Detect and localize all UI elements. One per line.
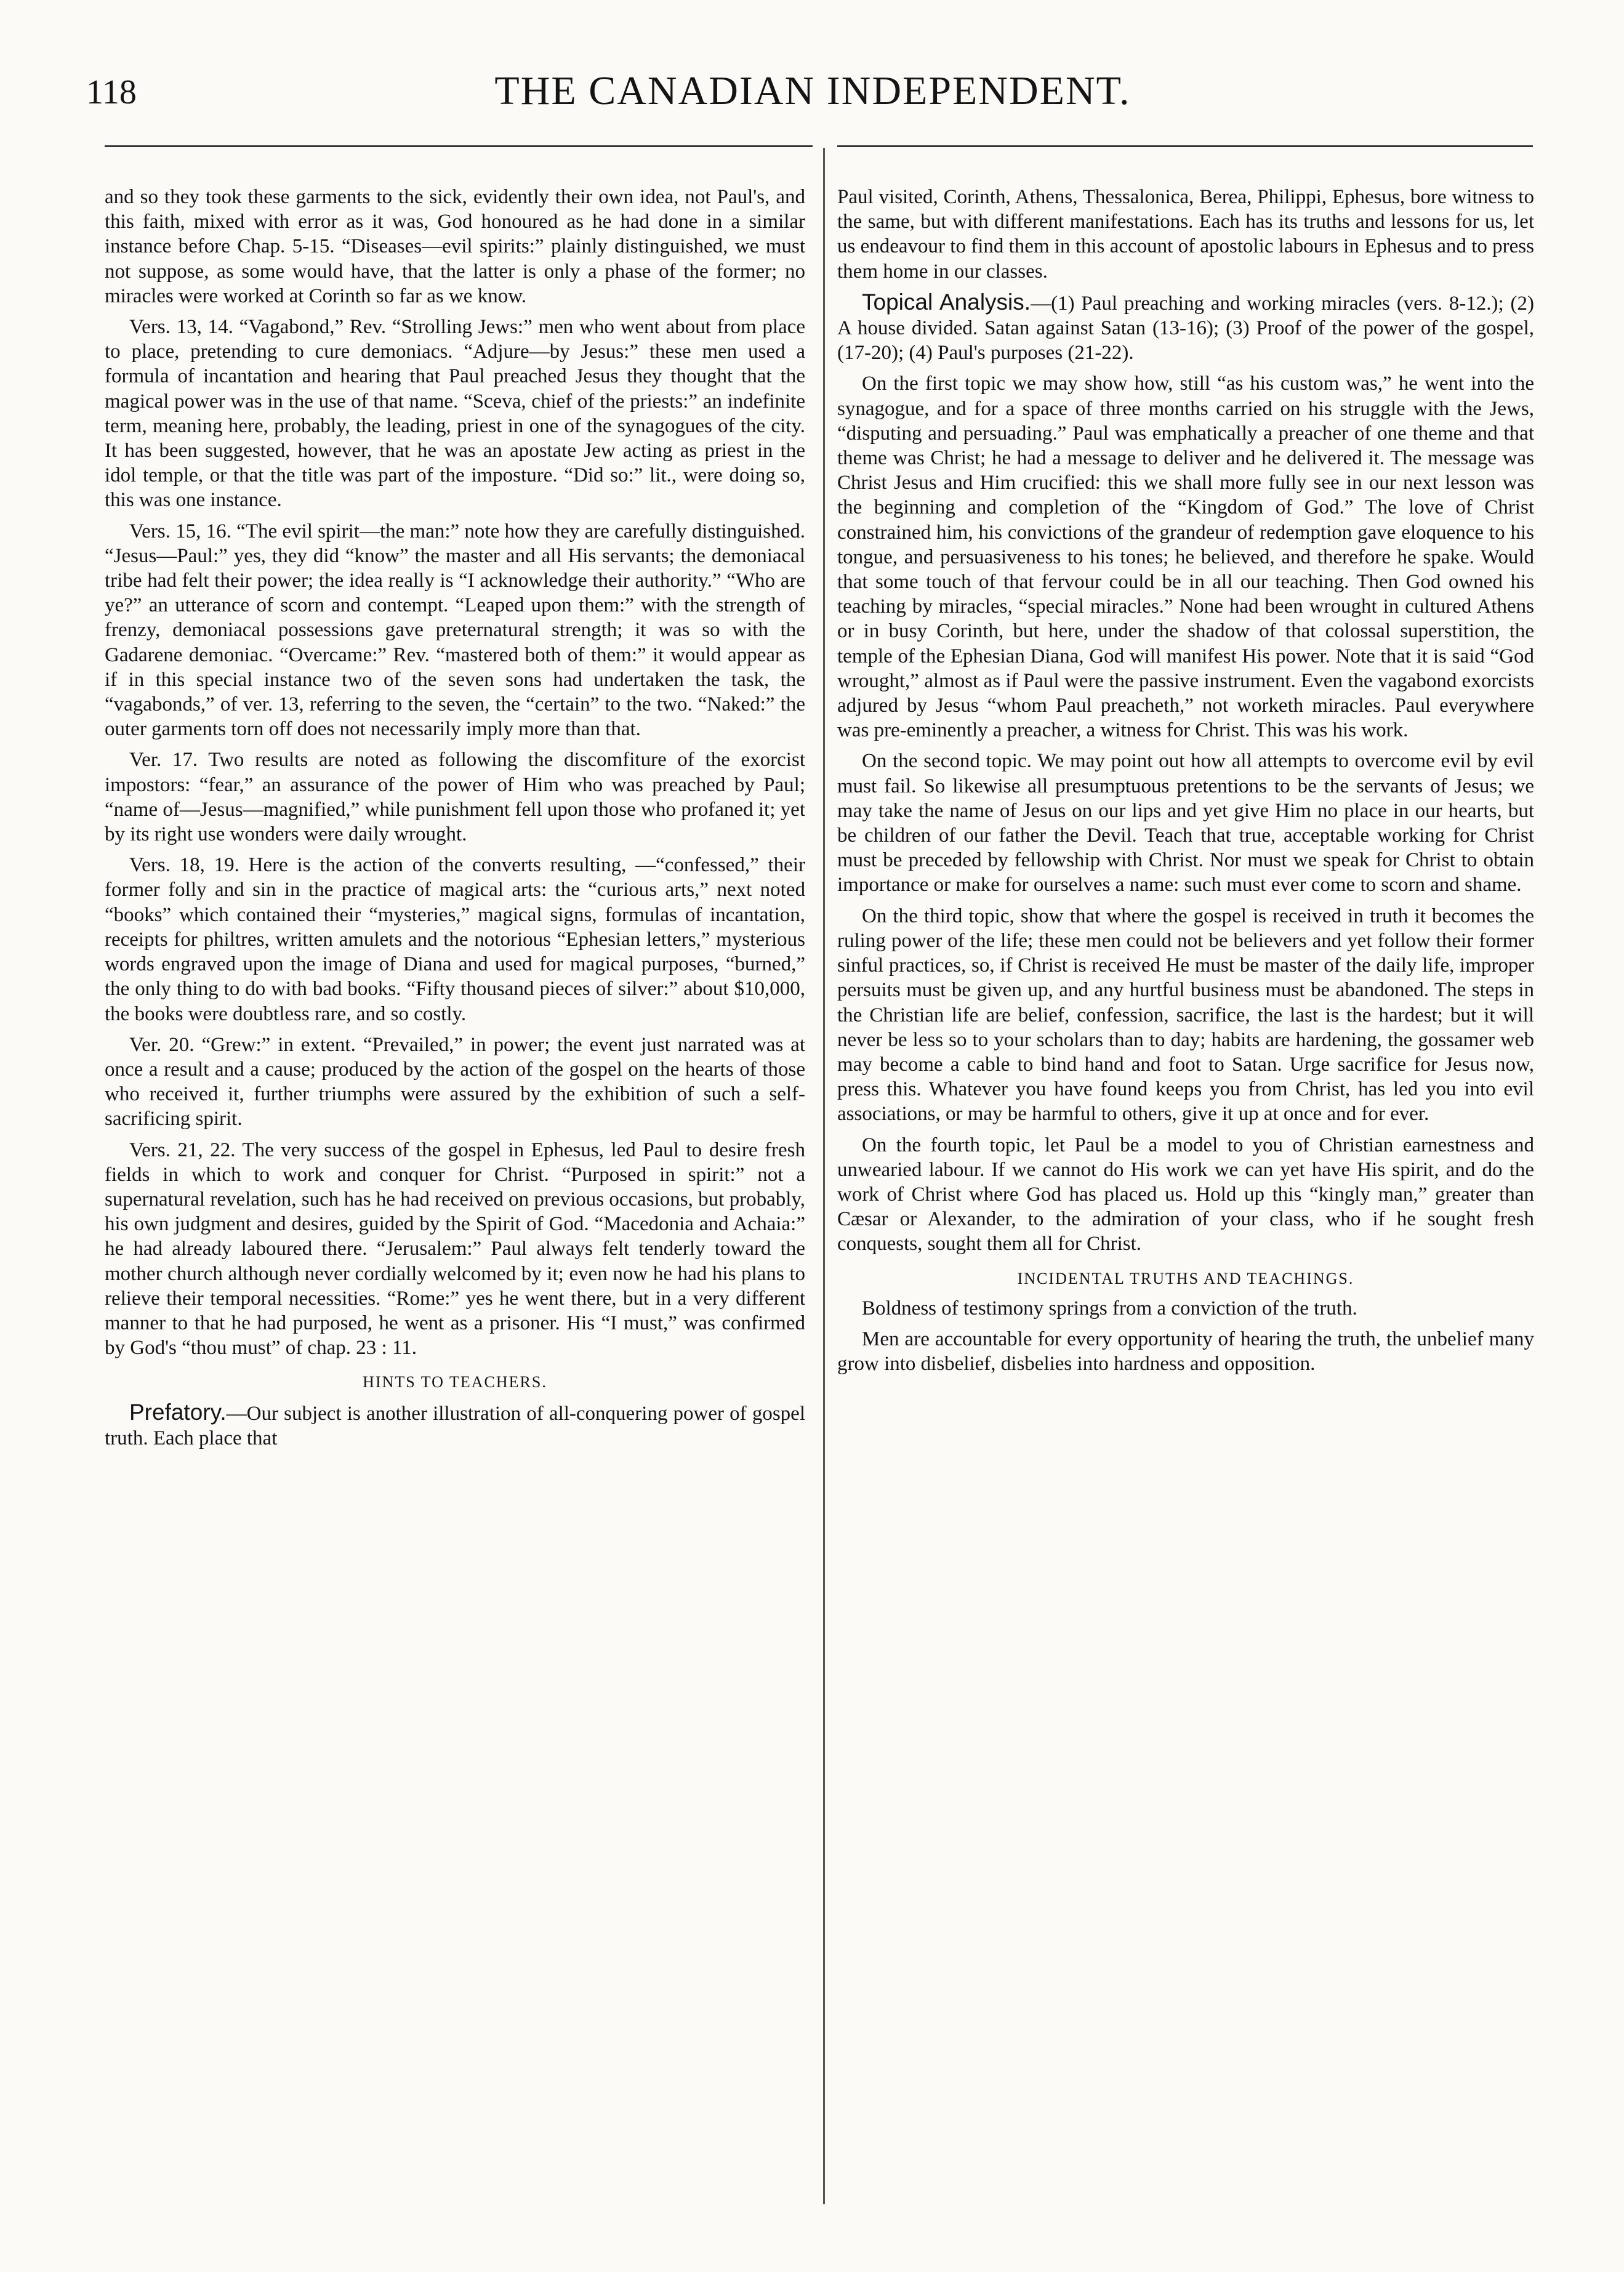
second-topic-paragraph: On the second topic. We may point out how all attempts to overcome evil by evil must fail. So likewise all presumptuous pretentions to be the servants of Jesus; we may take the name of Jesus on our lips and yet give Him no place in our hearts, but be children of our father the Devil. Teach that true, acceptable working for Christ must be preceded by fellowship with Christ. Nor must we speak for Christ to obtain importance or make for ourselves a name: such must ever come to scorn and shame. <box>837 750 1534 896</box>
left-paragraph: Ver. 20. “Grew:” in extent. “Prevailed,” in power; the event just narrated was at once a result and a cause; produced by the action of the gospel on the hearts of those who received it, further triumphs were assured by the exhibition of such a self-sacrificing spirit. <box>105 1033 805 1130</box>
page-header <box>86 68 1539 129</box>
header-rule-right <box>837 145 1533 147</box>
left-column <box>105 185 805 1457</box>
left-paragraph: Vers. 13, 14. “Vagabond,” Rev. “Strolling Jews:” men who went about from place to place, pretending to cure demoniacs. “Adjure—by Jesus:” these men used a formula of incantation and hearing that Paul preached Jesus they thought that the magical power was in the use of that name. “Sceva, chief of the priests:” an indefinite term, meaning here, probably, the leading, priest in one of the synagogues of the city. It has been suggested, however, that he was an apostate Jew acting as priest in the idol temple, or that the title was part of the imposture. “Did so:” lit., were doing so, this was one instance. <box>105 316 805 512</box>
header-rule-left <box>105 145 813 147</box>
page-number: 118 <box>86 73 137 111</box>
left-paragraph: and so they took these garments to the sick, evidently their own idea, not Paul's, and this faith, mixed with error as it was, God honoured as he had done in a similar instance before Chap. 5-15. “Diseases—evil spirits:” plainly distinguished, we must not suppose, as some would have, that the latter is only a phase of the former; no miracles were worked at Corinth so far as we know. <box>105 186 805 307</box>
incidental-truth: Men are accountable for every opportunity of hearing the truth, the unbelief many grow into disbelief, disbelies into hardness and opposition. <box>837 1327 1534 1376</box>
column-divider <box>823 148 825 2204</box>
right-column <box>837 185 1534 1382</box>
right-paragraph: Paul visited, Corinth, Athens, Thessalonica, Berea, Philippi, Ephesus, bore witness to the same, but with different manifestations. Each has its truths and lessons for us, let us endeavour to find them in this account of apostolic labours in Ephesus and to press them home in our classes. <box>837 186 1534 283</box>
left-paragraph: Vers. 18, 19. Here is the action of the converts resulting, —“confessed,” their former folly and sin in the practice of magical arts: the “curious arts,” next noted “books” which contained their “mysteries,” magical signs, formulas of incantation, receipts for philtres, written amulets and the notorious “Ephesian letters,” mysterious words engraved upon the image of Diana and used for magical purposes, “burned,” the only thing to do with bad books. “Fifty thousand pieces of silver:” about $10,000, the books were doubtless rare, and so costly. <box>105 854 805 1025</box>
left-paragraph: Vers. 21, 22. The very success of the gospel in Ephesus, led Paul to desire fresh fields in which to work and conquer for Christ. “Purposed in spirit:” not a supernatural revelation, such has he had received on previous occasions, but probably, his own judgment and desires, guided by the Spirit of God. “Macedonia and Achaia:” he had already laboured there. “Jerusalem:” Paul always felt tenderly toward the mother church although never cordially welcomed by it; even now he had his plans to relieve their temporal necessities. “Rome:” yes he went there, but in a very different manner to that he had purposed, he went as a prisoner. His “I must,” was confirmed by God's “thou must” of chap. 23 : 11. <box>105 1138 805 1360</box>
section-heading-incidental: INCIDENTAL TRUTHS AND TEACHINGS. <box>1017 1269 1354 1287</box>
left-paragraph: Vers. 15, 16. “The evil spirit—the man:” note how they are carefully distinguished. “Jesus—Paul:” yes, they did “know” the master and all His servants; the demoniacal tribe had felt their power; the idea really is “I acknowledge their authority.” “Who are ye?” an utterance of scorn and contempt. “Leaped upon them:” with the strength of frenzy, demoniacal possessions gave preternatural strength; it was so with the Gadarene demoniac. “Overcame:” Rev. “mastered both of them:” it would appear as if in this special instance two of the seven sons had undertaken the task, the “vagabonds,” of ver. 13, referring to the seven, the “certain” to the two. “Naked:” the outer garments torn off does not necessarily imply more than that. <box>105 520 805 741</box>
topical-analysis-lead: Topical Analysis. <box>862 289 1031 315</box>
left-paragraph: Ver. 17. Two results are noted as following the discomfiture of the exorcist impostors: “fear,” an assurance of the power of Him who was preached by Paul; “name of—Jesus—magnified,” while punishment fell upon those who profaned it; yet by its right use wonders were daily wrought. <box>105 749 805 846</box>
topical-analysis-text: —(1) Paul preaching and working miracles (vers. 8-12.); (2) A house divided. Satan against Satan (13-16); (3) Proof of the power of the gospel, (17-20); (4) Paul's purposes (21-22). <box>837 292 1534 365</box>
fourth-topic-paragraph: On the fourth topic, let Paul be a model to you of Christian earnestness and unwearied labour. If we cannot do His work we can yet have His spirit, and do the work of Christ where God has placed us. Hold up this “kingly man,” greater than Cæsar or Alexander, to the admiration of your class, who if he sought fresh conquests, sought them all for Christ. <box>837 1134 1534 1255</box>
section-heading-hints: HINTS TO TEACHERS. <box>363 1373 547 1392</box>
journal-title: THE CANADIAN INDEPENDENT. <box>494 68 1131 113</box>
incidental-truth: Boldness of testimony springs from a conviction of the truth. <box>862 1297 1357 1319</box>
prefatory-lead: Prefatory. <box>129 1399 227 1425</box>
prefatory-text: —Our subject is another illustration of all-conquering power of gospel truth. Each place that <box>105 1402 805 1449</box>
third-topic-paragraph: On the third topic, show that where the gospel is received in truth it becomes the ruling power of the life; these men could not be believers and yet follow their former sinful practices, so, if Christ is received He must be master of the daily life, improper persuits must be given up, and any hurtful business must be abandoned. The steps in the Christian life are belief, confession, sacrifice, the last is the hardest; but it will never be less so to your scholars than to day; habits are hardening, the gossamer web may become a cable to bind hand and foot to Satan. Urge sacrifice for Jesus now, press this. Whatever you have found keeps you from Christ, has led you into evil associations, or may be harmful to others, give it up at once and for ever. <box>837 904 1534 1126</box>
prefatory-paragraph <box>105 1400 805 1451</box>
first-topic-paragraph: On the first topic we may show how, still “as his custom was,” he went into the synagogue, and for a space of three months carried on his struggle with the Jews, “disputing and persuading.” Paul was emphatically a preacher of one theme and that theme was Christ; he had a message to deliver and he delivered it. The message was Christ Jesus and Him crucified: this we shall more fully see in our next lesson was the beginning and completion of the “Kingdom of God.” The love of Christ constrained him, his convictions of the grandeur of redemption gave eloquence to his tongue, and persuasiveness to his tones; he believed, and therefore he spake. Would that some touch of that fervour could be in all our teaching. Then God owned his teaching by miracles, “special miracles.” None had been wrought in cultured Athens or in busy Corinth, but here, under the shadow of that colossal superstition, the temple of the Ephesian Diana, God will manifest His power. Note that it is said “God wrought,” almost as if Paul were the passive instrument. Even the vagabond exorcists adjured by Jesus “whom Paul preacheth,” not worketh miracles. Paul everywhere was pre-eminently a preacher, a witness for Christ. This was his work. <box>837 373 1534 742</box>
topical-analysis-paragraph <box>837 290 1534 366</box>
